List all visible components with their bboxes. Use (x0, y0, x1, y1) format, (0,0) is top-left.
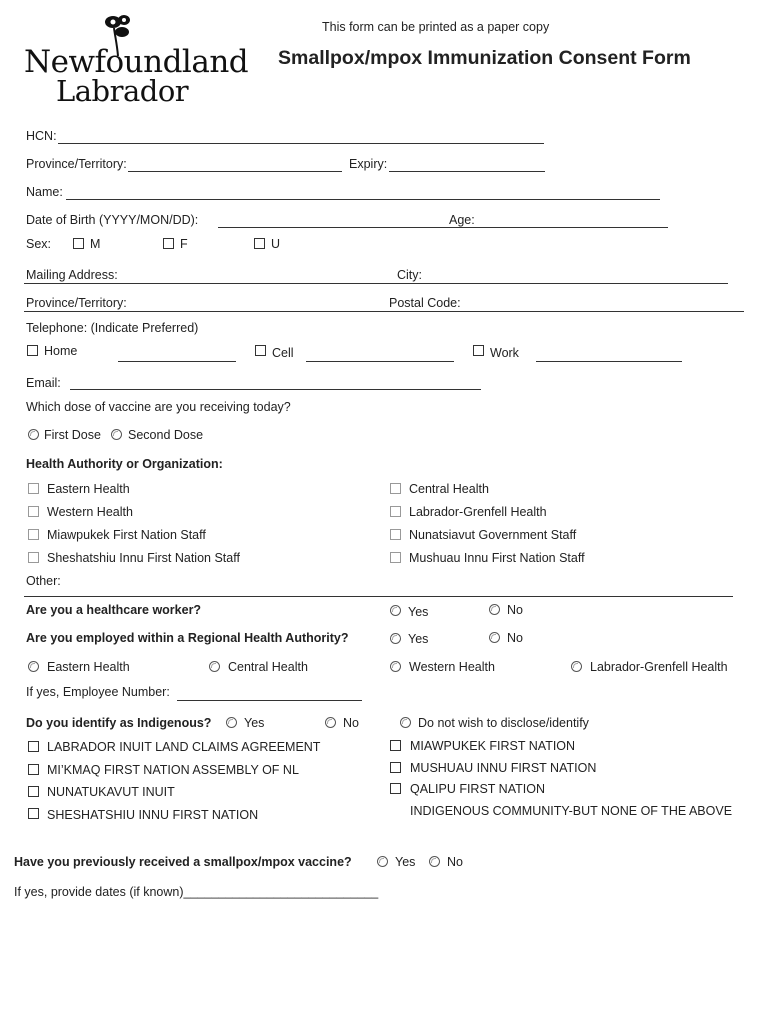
sex-m-checkbox[interactable] (73, 238, 84, 249)
nunatukavut-label: NUNATUKAVUT INUIT (47, 785, 175, 799)
nunatsiavut-staff-checkbox[interactable] (390, 529, 401, 540)
previous-yes-radio[interactable] (377, 856, 388, 867)
sheshatshiu-staff-checkbox[interactable] (28, 552, 39, 563)
mikmaq-checkbox[interactable] (28, 764, 39, 775)
work-label: Work (490, 346, 519, 360)
healthcare-worker-yes-radio[interactable] (390, 605, 401, 616)
previous-no-radio[interactable] (429, 856, 440, 867)
sex-m-label: M (90, 237, 101, 251)
western-health-label: Western Health (47, 505, 133, 519)
home-phone-checkbox[interactable] (27, 345, 38, 356)
mushuau-staff-label: Mushuau Innu First Nation Staff (409, 551, 585, 565)
previous-dates-label[interactable]: If yes, provide dates (if known)____________________________ (14, 885, 379, 899)
email-field[interactable] (70, 389, 481, 390)
labrador-inuit-checkbox[interactable] (28, 741, 39, 752)
miawpukek-label: MIAWPUKEK FIRST NATION (410, 739, 576, 753)
city-label: City: (397, 268, 422, 282)
regional-no-radio[interactable] (489, 632, 500, 643)
indigenous-no-radio[interactable] (325, 717, 336, 728)
employer-labrador-grenfell-radio[interactable] (571, 661, 582, 672)
postal-code-field[interactable] (24, 311, 744, 312)
employer-labrador-grenfell-label: Labrador-Grenfell Health (590, 660, 728, 674)
healthcare-worker-question: Are you a healthcare worker? (26, 603, 202, 617)
qalipu-label: QALIPU FIRST NATION (410, 782, 545, 796)
name-label: Name: (26, 185, 63, 199)
postal-code-label: Postal Code: (389, 296, 461, 310)
regional-no-label: No (507, 631, 523, 645)
age-label: Age: (449, 213, 475, 227)
central-health-label: Central Health (409, 482, 489, 496)
expiry-field[interactable] (389, 171, 545, 172)
nunatukavut-checkbox[interactable] (28, 786, 39, 797)
miawpukek-checkbox[interactable] (390, 740, 401, 751)
indigenous-decline-radio[interactable] (400, 717, 411, 728)
sheshatshiu-label: SHESHATSHIU INNU FIRST NATION (47, 808, 259, 822)
eastern-health-label: Eastern Health (47, 482, 130, 496)
dose-question: Which dose of vaccine are you receiving today? (26, 400, 291, 414)
expiry-label: Expiry: (349, 157, 388, 171)
sex-f-checkbox[interactable] (163, 238, 174, 249)
central-health-checkbox[interactable] (390, 483, 401, 494)
labrador-grenfell-checkbox[interactable] (390, 506, 401, 517)
other-field[interactable] (24, 596, 733, 597)
home-phone-field[interactable] (118, 361, 236, 362)
name-field[interactable] (66, 199, 660, 200)
second-dose-label: Second Dose (128, 428, 204, 442)
labrador-inuit-label: LABRADOR INUIT LAND CLAIMS AGREEMENT (47, 740, 321, 754)
healthcare-worker-no-label: No (507, 603, 523, 617)
form-title: Smallpox/mpox Immunization Consent Form (278, 47, 691, 69)
sex-u-checkbox[interactable] (254, 238, 265, 249)
logo-line-1: Newfoundland (24, 44, 249, 80)
sex-u-label: U (271, 237, 281, 251)
sheshatshiu-staff-label: Sheshatshiu Innu First Nation Staff (47, 551, 240, 565)
nunatsiavut-staff-label: Nunatsiavut Government Staff (409, 528, 577, 542)
mushuau-checkbox[interactable] (390, 762, 401, 773)
employer-eastern-radio[interactable] (28, 661, 39, 672)
province-field[interactable] (128, 171, 342, 172)
mushuau-staff-checkbox[interactable] (390, 552, 401, 563)
mikmaq-label: MI’KMAQ FIRST NATION ASSEMBLY OF NL (47, 763, 299, 777)
first-dose-label: First Dose (44, 428, 101, 442)
western-health-checkbox[interactable] (28, 506, 39, 517)
qalipu-checkbox[interactable] (390, 783, 401, 794)
cell-phone-field[interactable] (306, 361, 454, 362)
eastern-health-checkbox[interactable] (28, 483, 39, 494)
second-dose-radio[interactable] (111, 429, 122, 440)
sex-label: Sex: (26, 237, 52, 251)
province-label: Province/Territory: (26, 157, 127, 171)
regional-authority-question: Are you employed within a Regional Health Authority? (26, 631, 349, 645)
regional-yes-label: Yes (408, 632, 429, 646)
email-label: Email: (26, 376, 61, 390)
employer-western-radio[interactable] (390, 661, 401, 672)
logo-line-2: Labrador (56, 74, 189, 108)
cell-label: Cell (272, 346, 294, 360)
indigenous-question: Do you identify as Indigenous? (26, 716, 212, 730)
hcn-field[interactable] (58, 143, 544, 144)
province-territory-label: Province/Territory: (26, 296, 127, 310)
employer-central-label: Central Health (228, 660, 308, 674)
work-phone-checkbox[interactable] (473, 345, 484, 356)
employer-central-radio[interactable] (209, 661, 220, 672)
work-phone-field[interactable] (536, 361, 682, 362)
employee-number-label: If yes, Employee Number: (26, 685, 170, 699)
other-label: Other: (26, 574, 61, 588)
employee-number-field[interactable] (177, 700, 362, 701)
employer-eastern-label: Eastern Health (47, 660, 130, 674)
hcn-label: HCN: (26, 129, 57, 143)
sex-f-label: F (180, 237, 188, 251)
healthcare-worker-yes-label: Yes (408, 605, 429, 619)
mailing-address-field[interactable] (24, 283, 728, 284)
mushuau-label: MUSHUAU INNU FIRST NATION (410, 761, 597, 775)
indigenous-yes-label: Yes (244, 716, 265, 730)
indigenous-no-label: No (343, 716, 359, 730)
previous-yes-label: Yes (395, 855, 416, 869)
indigenous-community-label: INDIGENOUS COMMUNITY-BUT NONE OF THE ABOVE (410, 804, 733, 818)
dob-label: Date of Birth (YYYY/MON/DD): (26, 213, 199, 227)
labrador-grenfell-label: Labrador-Grenfell Health (409, 505, 547, 519)
dob-field[interactable] (218, 227, 668, 228)
healthcare-worker-no-radio[interactable] (489, 604, 500, 615)
telephone-label: Telephone: (Indicate Preferred) (26, 321, 199, 335)
home-label: Home (44, 344, 78, 358)
previous-vaccine-question: Have you previously received a smallpox/mpox vaccine? (14, 855, 352, 869)
previous-no-label: No (447, 855, 463, 869)
indigenous-yes-radio[interactable] (226, 717, 237, 728)
miawpukek-staff-label: Miawpukek First Nation Staff (47, 528, 206, 542)
mailing-address-label: Mailing Address: (26, 268, 118, 282)
sheshatshiu-checkbox[interactable] (28, 808, 39, 819)
print-note: This form can be printed as a paper copy (322, 20, 550, 34)
cell-phone-checkbox[interactable] (255, 345, 266, 356)
first-dose-radio[interactable] (28, 429, 39, 440)
employer-western-label: Western Health (409, 660, 495, 674)
indigenous-decline-label: Do not wish to disclose/identify (418, 716, 589, 730)
regional-yes-radio[interactable] (390, 633, 401, 644)
health-authority-heading: Health Authority or Organization: (26, 457, 223, 471)
miawpukek-staff-checkbox[interactable] (28, 529, 39, 540)
